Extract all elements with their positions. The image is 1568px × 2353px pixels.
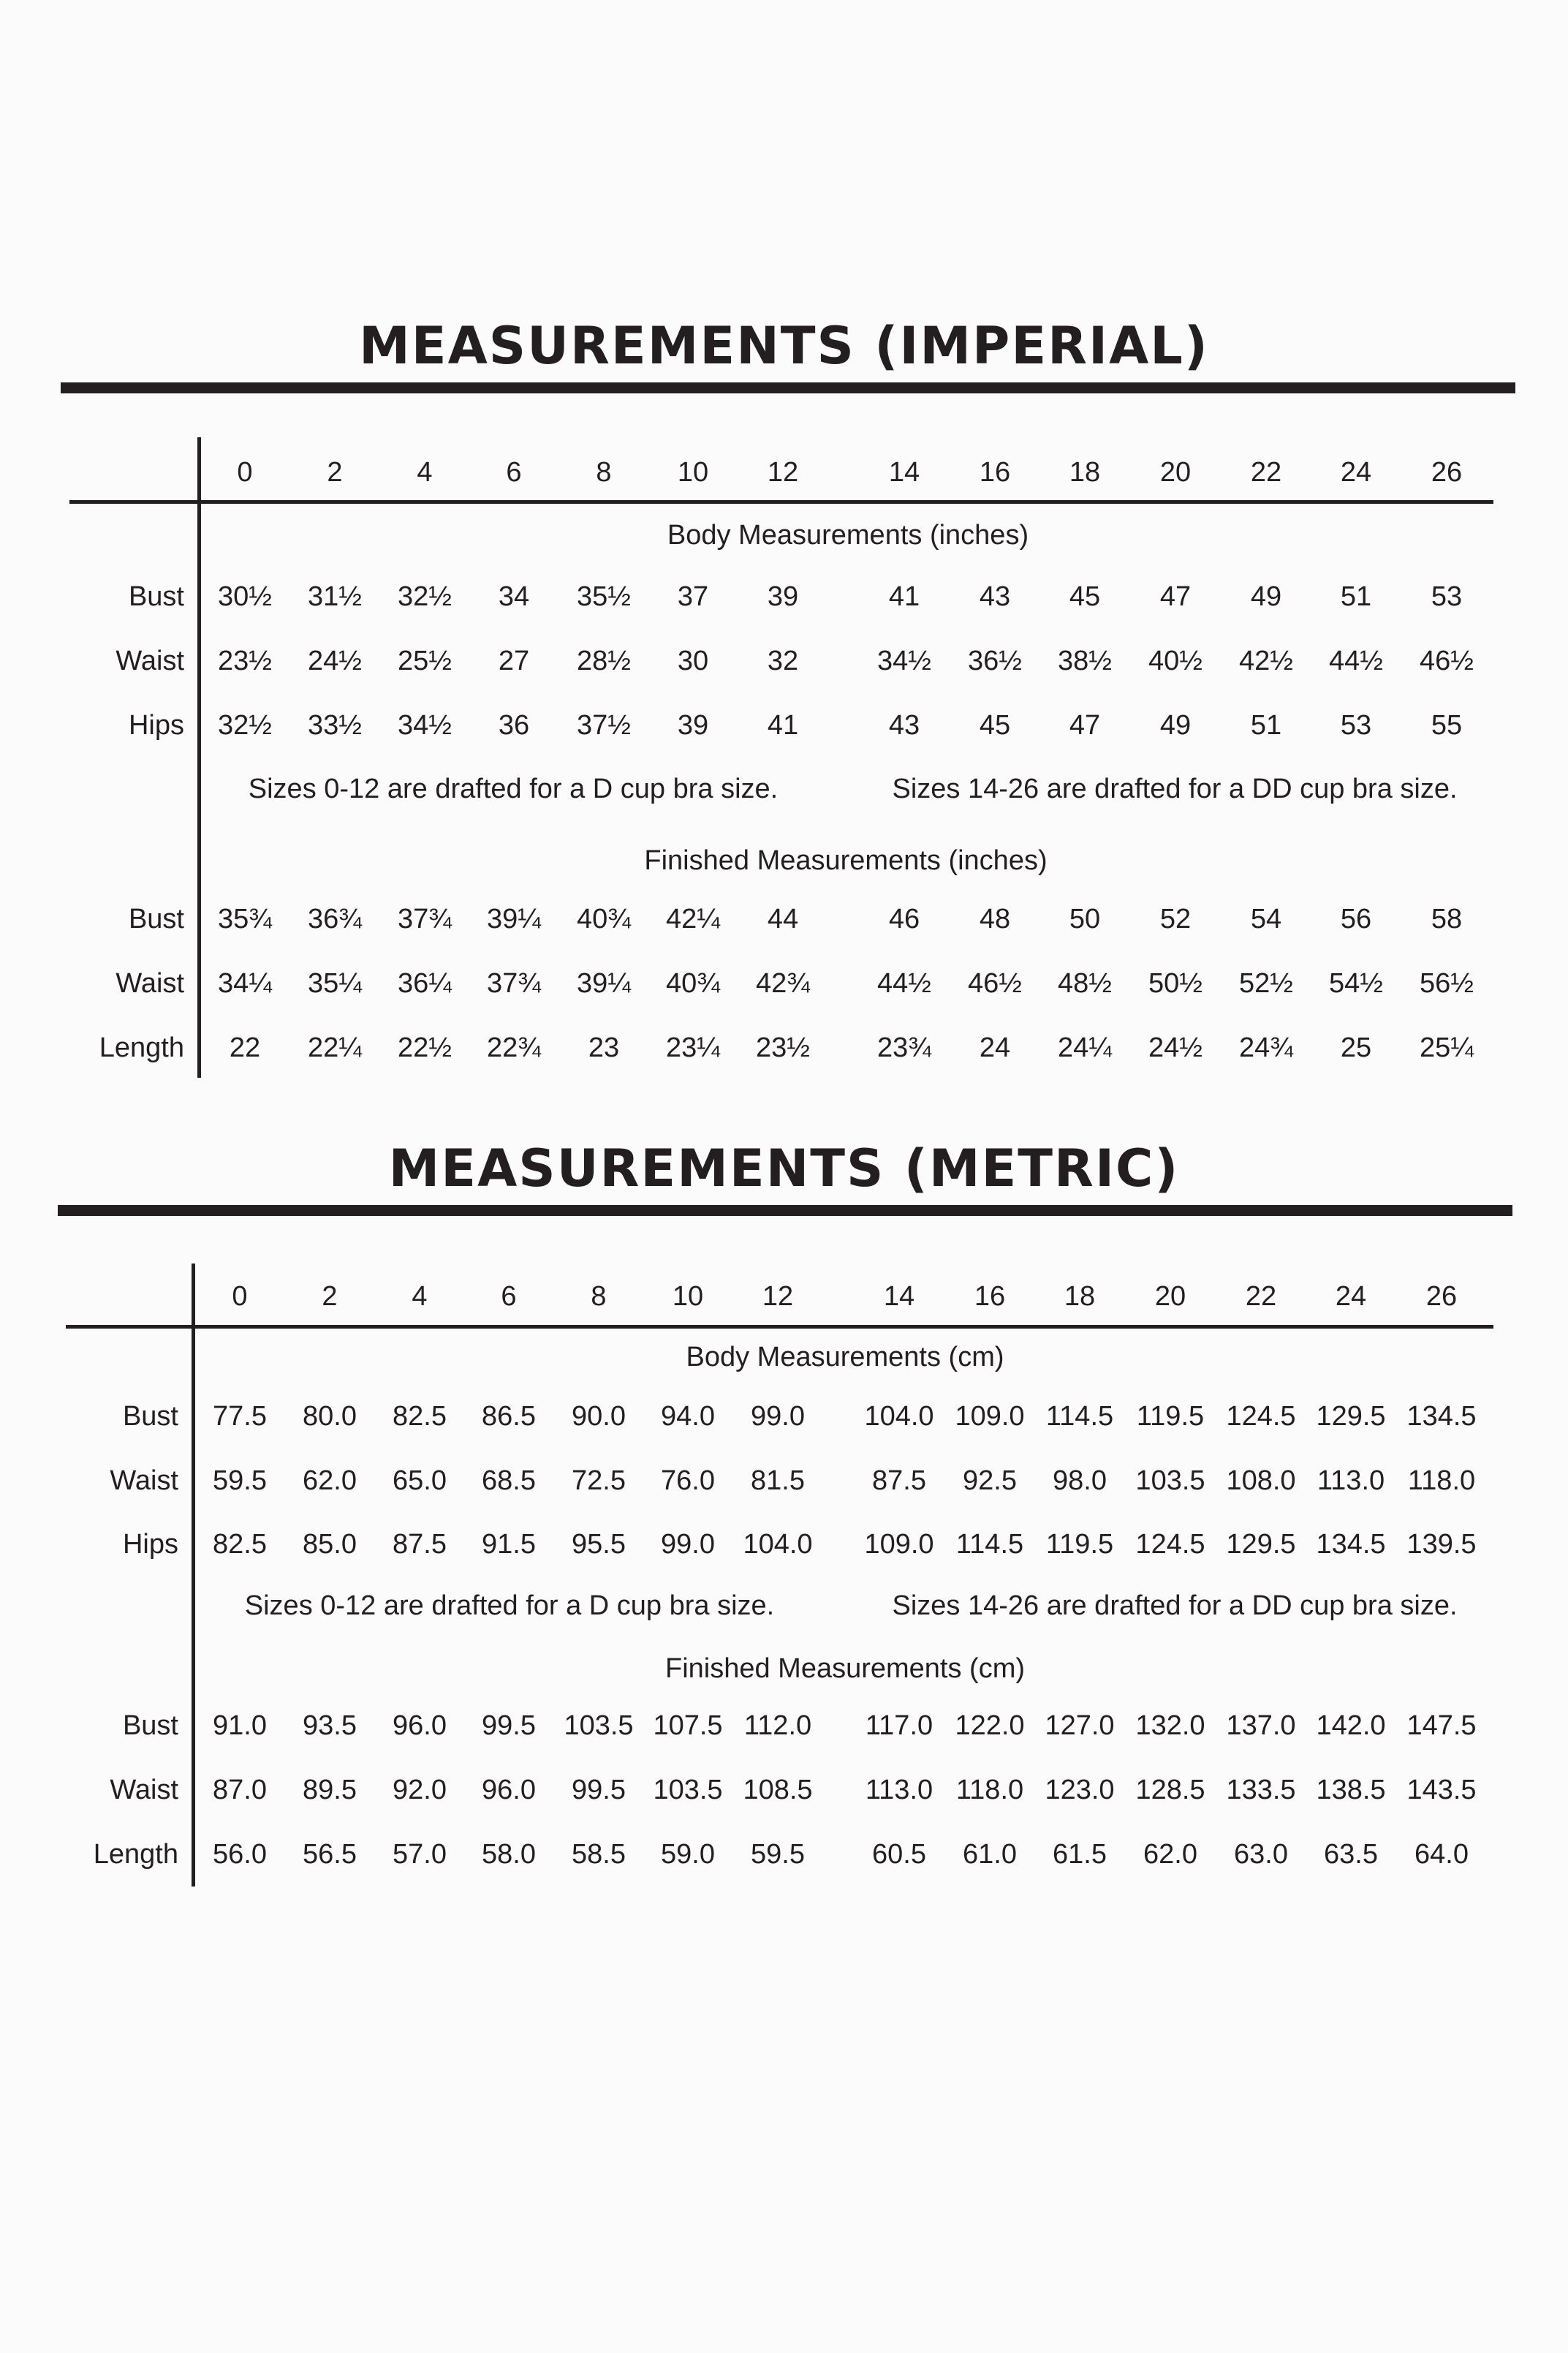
table-cell: 99.5	[572, 1775, 626, 1805]
metric-title: MEASUREMENTS (METRIC)	[388, 1138, 1180, 1198]
row-label: Waist	[110, 1465, 178, 1496]
size-header: 0	[232, 1281, 248, 1312]
table-cell: 36½	[968, 646, 1022, 676]
table-cell: 112.0	[743, 1710, 812, 1741]
table-cell: 124.5	[1135, 1529, 1205, 1560]
table-cell: 108.5	[743, 1775, 813, 1805]
table-cell: 34¼	[218, 968, 272, 999]
table-cell: 134.5	[1406, 1401, 1477, 1432]
table-cell: 107.5	[653, 1710, 723, 1741]
table-cell: 103.5	[653, 1775, 723, 1805]
table-cell: 90.0	[572, 1401, 626, 1432]
size-header: 8	[596, 457, 612, 488]
table-cell: 82.5	[393, 1401, 447, 1432]
table-cell: 24¾	[1239, 1032, 1293, 1063]
table-cell: 30½	[218, 581, 272, 612]
table-cell: 85.0	[303, 1529, 357, 1560]
body-measurements-heading: Body Measurements (cm)	[686, 1342, 1004, 1372]
table-cell: 118.0	[955, 1775, 1024, 1805]
row-label: Hips	[122, 1529, 178, 1560]
table-cell: 109.0	[955, 1401, 1025, 1432]
size-header: 0	[237, 457, 253, 488]
table-cell: 39¼	[487, 904, 541, 934]
size-header: 2	[327, 457, 343, 488]
table-cell: 55	[1431, 710, 1463, 741]
size-header: 26	[1431, 457, 1463, 488]
table-cell: 124.5	[1226, 1401, 1296, 1432]
size-header: 18	[1064, 1281, 1096, 1312]
table-cell: 32½	[218, 710, 272, 741]
table-cell: 35¾	[218, 904, 272, 934]
table-cell: 24¼	[1058, 1032, 1112, 1063]
table-cell: 22½	[398, 1032, 452, 1063]
table-cell: 24½	[1148, 1032, 1202, 1063]
table-cell: 94.0	[661, 1401, 715, 1432]
table-cell: 23	[588, 1032, 620, 1063]
table-cell: 128.5	[1135, 1775, 1205, 1805]
table-cell: 24	[979, 1032, 1011, 1063]
table-cell: 50	[1069, 904, 1101, 934]
finished-measurements-heading: Finished Measurements (cm)	[664, 1653, 1026, 1684]
table-cell: 65.0	[393, 1465, 447, 1496]
table-cell: 99.0	[661, 1529, 715, 1560]
table-cell: 44½	[877, 968, 931, 999]
table-cell: 99.5	[482, 1710, 536, 1741]
table-cell: 98.0	[1053, 1465, 1107, 1496]
table-cell: 40½	[1148, 646, 1202, 676]
table-cell: 76.0	[661, 1465, 715, 1496]
table-cell: 32	[767, 646, 799, 676]
table-cell: 109.0	[864, 1529, 934, 1560]
table-cell: 54½	[1329, 968, 1383, 999]
table-cell: 147.5	[1406, 1710, 1477, 1741]
table-cell: 27	[498, 646, 530, 676]
cup-size-note-left: Sizes 0-12 are drafted for a D cup bra size.	[244, 1590, 775, 1621]
size-header: 20	[1154, 1281, 1186, 1312]
table-cell: 44	[767, 904, 799, 934]
size-header: 16	[974, 1281, 1006, 1312]
table-cell: 99.0	[751, 1401, 805, 1432]
table-cell: 47	[1069, 710, 1101, 741]
table-cell: 104.0	[864, 1401, 934, 1432]
table-cell: 25	[1340, 1032, 1372, 1063]
table-cell: 103.5	[1135, 1465, 1205, 1496]
table-cell: 46	[888, 904, 920, 934]
table-cell: 119.5	[1045, 1529, 1114, 1560]
table-cell: 129.5	[1316, 1401, 1386, 1432]
table-cell: 93.5	[303, 1710, 357, 1741]
table-cell: 87.0	[213, 1775, 267, 1805]
table-cell: 104.0	[743, 1529, 813, 1560]
table-cell: 23¼	[666, 1032, 720, 1063]
table-cell: 22¾	[487, 1032, 541, 1063]
size-header: 14	[883, 1281, 915, 1312]
table-cell: 62.0	[303, 1465, 357, 1496]
table-cell: 37¾	[398, 904, 452, 934]
size-header: 22	[1245, 1281, 1277, 1312]
table-cell: 64.0	[1414, 1839, 1469, 1870]
table-cell: 42½	[1239, 646, 1293, 676]
table-cell: 118.0	[1407, 1465, 1476, 1496]
table-cell: 62.0	[1143, 1839, 1197, 1870]
table-cell: 49	[1250, 581, 1282, 612]
table-cell: 91.0	[213, 1710, 267, 1741]
size-header: 6	[506, 457, 522, 488]
row-label: Bust	[122, 1401, 178, 1432]
table-cell: 52	[1159, 904, 1192, 934]
table-cell: 48½	[1058, 968, 1112, 999]
finished-measurements-heading: Finished Measurements (inches)	[644, 845, 1048, 876]
table-cell: 40¾	[577, 904, 631, 934]
table-cell: 108.0	[1226, 1465, 1296, 1496]
table-cell: 46½	[968, 968, 1022, 999]
table-cell: 25½	[398, 646, 452, 676]
table-cell: 48	[979, 904, 1011, 934]
table-cell: 96.0	[393, 1710, 447, 1741]
table-cell: 59.5	[751, 1839, 805, 1870]
table-cell: 68.5	[482, 1465, 536, 1496]
table-cell: 89.5	[303, 1775, 357, 1805]
table-cell: 41	[767, 710, 799, 741]
table-cell: 35¼	[308, 968, 362, 999]
table-cell: 36	[498, 710, 530, 741]
row-label: Length	[93, 1839, 178, 1870]
table-cell: 51	[1250, 710, 1282, 741]
size-header: 18	[1069, 457, 1101, 488]
table-cell: 113.0	[1317, 1465, 1385, 1496]
row-label: Waist	[115, 968, 184, 999]
table-cell: 47	[1159, 581, 1192, 612]
table-cell: 56.5	[303, 1839, 357, 1870]
size-header: 20	[1159, 457, 1192, 488]
size-header: 6	[501, 1281, 517, 1312]
table-cell: 56.0	[213, 1839, 267, 1870]
size-header: 4	[417, 457, 433, 488]
table-cell: 37¾	[487, 968, 541, 999]
table-cell: 61.5	[1053, 1839, 1107, 1870]
table-cell: 31½	[308, 581, 362, 612]
table-cell: 103.5	[564, 1710, 634, 1741]
table-cell: 23¾	[877, 1032, 931, 1063]
table-cell: 33½	[308, 710, 362, 741]
row-label: Hips	[128, 710, 184, 741]
size-header: 24	[1335, 1281, 1367, 1312]
table-cell: 143.5	[1406, 1775, 1477, 1805]
table-cell: 52½	[1239, 968, 1293, 999]
table-cell: 137.0	[1226, 1710, 1296, 1741]
table-cell: 72.5	[572, 1465, 626, 1496]
table-cell: 28½	[577, 646, 631, 676]
table-cell: 56½	[1420, 968, 1474, 999]
size-header: 16	[979, 457, 1011, 488]
table-cell: 95.5	[572, 1529, 626, 1560]
table-cell: 82.5	[213, 1529, 267, 1560]
table-cell: 139.5	[1406, 1529, 1477, 1560]
table-cell: 129.5	[1226, 1529, 1296, 1560]
table-cell: 92.5	[963, 1465, 1017, 1496]
table-cell: 42¾	[756, 968, 810, 999]
row-label: Bust	[128, 581, 184, 612]
table-cell: 86.5	[482, 1401, 536, 1432]
table-cell: 39	[767, 581, 799, 612]
table-cell: 58.5	[572, 1839, 626, 1870]
table-cell: 77.5	[213, 1401, 267, 1432]
table-cell: 114.5	[955, 1529, 1024, 1560]
table-cell: 123.0	[1045, 1775, 1115, 1805]
table-cell: 63.5	[1324, 1839, 1378, 1870]
table-cell: 35½	[577, 581, 631, 612]
table-cell: 53	[1431, 581, 1463, 612]
table-cell: 30	[677, 646, 709, 676]
table-cell: 87.5	[393, 1529, 447, 1560]
row-label: Waist	[110, 1775, 178, 1805]
table-cell: 46½	[1420, 646, 1474, 676]
table-cell: 23½	[218, 646, 272, 676]
table-cell: 96.0	[482, 1775, 536, 1805]
table-cell: 51	[1340, 581, 1372, 612]
table-cell: 22¼	[308, 1032, 362, 1063]
table-cell: 42¼	[666, 904, 720, 934]
size-header: 26	[1425, 1281, 1458, 1312]
table-cell: 142.0	[1316, 1710, 1386, 1741]
table-cell: 81.5	[751, 1465, 805, 1496]
table-cell: 57.0	[393, 1839, 447, 1870]
table-cell: 22	[229, 1032, 261, 1063]
table-cell: 58	[1431, 904, 1463, 934]
table-cell: 58.0	[482, 1839, 536, 1870]
table-cell: 132.0	[1135, 1710, 1205, 1741]
table-cell: 39¼	[577, 968, 631, 999]
table-cell: 133.5	[1226, 1775, 1296, 1805]
table-cell: 63.0	[1234, 1839, 1288, 1870]
size-header: 24	[1340, 457, 1372, 488]
row-label: Length	[99, 1032, 184, 1063]
table-cell: 44½	[1329, 646, 1383, 676]
row-label: Bust	[122, 1710, 178, 1741]
table-cell: 59.0	[661, 1839, 715, 1870]
table-cell: 54	[1250, 904, 1282, 934]
size-header: 12	[762, 1281, 794, 1312]
table-cell: 127.0	[1045, 1710, 1115, 1741]
table-cell: 34½	[877, 646, 931, 676]
table-cell: 32½	[398, 581, 452, 612]
size-header: 12	[767, 457, 799, 488]
size-header: 22	[1250, 457, 1282, 488]
table-cell: 91.5	[482, 1529, 536, 1560]
size-header: 4	[412, 1281, 428, 1312]
body-measurements-heading: Body Measurements (inches)	[667, 520, 1029, 551]
table-cell: 49	[1159, 710, 1192, 741]
row-label: Bust	[128, 904, 184, 934]
table-cell: 39	[677, 710, 709, 741]
table-cell: 34½	[398, 710, 452, 741]
table-cell: 43	[979, 581, 1011, 612]
size-header: 14	[888, 457, 920, 488]
table-cell: 113.0	[865, 1775, 933, 1805]
cup-size-note-right: Sizes 14-26 are drafted for a DD cup bra size.	[892, 1590, 1458, 1621]
header-rule	[66, 1325, 1493, 1329]
table-cell: 23½	[756, 1032, 810, 1063]
table-cell: 117.0	[865, 1710, 933, 1741]
cup-size-note-right: Sizes 14-26 are drafted for a DD cup bra size.	[892, 774, 1458, 804]
table-cell: 24½	[308, 646, 362, 676]
table-cell: 36¼	[398, 968, 452, 999]
size-header: 10	[677, 457, 709, 488]
table-cell: 92.0	[393, 1775, 447, 1805]
cup-size-note-left: Sizes 0-12 are drafted for a D cup bra size.	[248, 774, 779, 804]
table-cell: 53	[1340, 710, 1372, 741]
table-cell: 56	[1340, 904, 1372, 934]
table-cell: 87.5	[872, 1465, 926, 1496]
table-cell: 134.5	[1316, 1529, 1386, 1560]
table-cell: 45	[979, 710, 1011, 741]
table-cell: 45	[1069, 581, 1101, 612]
table-cell: 37	[677, 581, 709, 612]
table-cell: 138.5	[1316, 1775, 1386, 1805]
table-cell: 38½	[1058, 646, 1112, 676]
table-cell: 60.5	[872, 1839, 926, 1870]
size-header: 2	[322, 1281, 338, 1312]
table-cell: 41	[888, 581, 920, 612]
table-cell: 59.5	[213, 1465, 267, 1496]
table-cell: 37½	[577, 710, 631, 741]
table-cell: 119.5	[1136, 1401, 1205, 1432]
table-cell: 43	[888, 710, 920, 741]
table-cell: 50½	[1148, 968, 1202, 999]
size-header: 10	[672, 1281, 704, 1312]
row-label: Waist	[115, 646, 184, 676]
table-cell: 34	[498, 581, 530, 612]
table-cell: 122.0	[955, 1710, 1025, 1741]
table-cell: 36¾	[308, 904, 362, 934]
size-header: 8	[591, 1281, 607, 1312]
table-cell: 80.0	[303, 1401, 357, 1432]
table-cell: 61.0	[963, 1839, 1017, 1870]
table-cell: 25¼	[1420, 1032, 1474, 1063]
table-cell: 40¾	[666, 968, 720, 999]
imperial-title: MEASUREMENTS (IMPERIAL)	[359, 316, 1209, 376]
table-cell: 114.5	[1045, 1401, 1114, 1432]
